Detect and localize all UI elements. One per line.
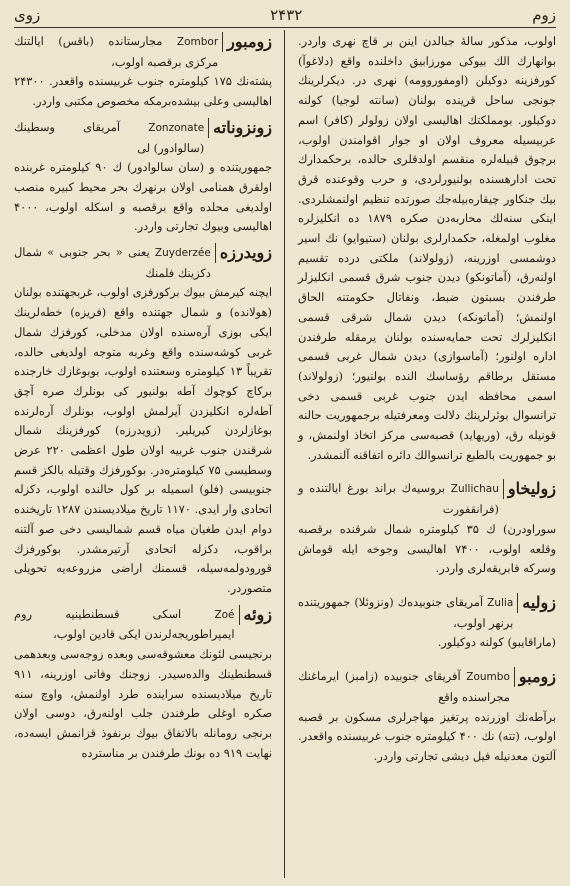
entry-headword: زومبور xyxy=(222,32,272,52)
entry-body: پشته‌نك ۱۷۵ کیلومتره جنوب غربیسنده واقعدر. ۲۴۳۰۰ اهالیسی وعلی بیشده‌برمکه مخصوص مکتبی واردر. xyxy=(14,74,272,109)
entry-head-text: بروسیه‌ك براند بورغ ایالتنده و (فرانقفورت xyxy=(298,481,499,517)
entry-body: (ماراقایبو) کولنه دوکیلور. xyxy=(437,635,556,650)
entry-headword: زومبو xyxy=(514,667,556,687)
entry-headword: زولیه xyxy=(517,593,556,613)
entry-head-text: مجارستانده (باقس) ایالتنك مرکزی برقصبه اولوب، xyxy=(14,34,219,69)
entry-zoumbo xyxy=(298,667,556,767)
entry-head-text: آمریقای وسطینك (سالوادور) لی xyxy=(14,119,205,155)
entry-zonzonate xyxy=(14,118,272,237)
entry-zuyderzee xyxy=(14,243,272,599)
entry-latin-name: Zoumbo xyxy=(466,671,510,684)
entry-latin-name: Zullichau xyxy=(450,483,499,496)
entry-body: برنجیسی لئونك معشوقه‌سی وبعده زوجه‌سی وبعدهمی قسطنطینك والده‌سیدر. زوجنك وفاتی اوزرینه، ۹۱۱ تاریخ میلادیسنده سراینده طرد اولنمش، واوچ سنه صکره اوغلی طرفندن جلب اولنه‌رق، دوسی اولان برنجی رومانله بالاتفاق بیوك برنفوذ قزانمش ایسه‌ده، نهایت ۹۱۹ ده بونك طرفندن بر مناسترده xyxy=(14,647,272,760)
entry-body: سوراودرن) ك ۳۵ کیلومتره شمال شرقنده برقصبه وقلعه اولوب، ۷۴۰۰ اهالیسی وجوخه ایله قوماش وسرکه فابریقه‌لری واردر. xyxy=(298,521,556,576)
entry-body: ایچنه کیرمش بیوك برکورفزی اولوب، غربجهتنده بولنان (هولانده) و شمال جهتنده واقع (فریزه) خطه‌لرینك ایکی بوزی آره‌سنده اولان مدخلی، کورفزك شمال غربی کوشه‌سنده واقع وغربه متوجه اولدیغی حالده، تقریباً ۱۳ کیلومتره وسعتنده اولوب، بوبوغازك خارجنده برکاچ کوچوك آطه بولنیور کی بونلرك صره آچق آطه‌لره انکلیزدن آیرلمش اولوب، بونلرك آره‌لرنده بوغازلردن کیریلیر. (زویدرزه) کورفزینك شمال شرقندن جنوب غربیه اولان طول اعظمی ۲۲۰ عرض وسطیسی ۷۵ کیلومتره‌در. بوکورفزك وقتیله بالکز قسم جنوبیسی (فلو) اسمیله بر کول حالنده اولوب، دکزله اتحادی وار ایدی. ۱۱۷۰ تاریخ میلادیسندن ۱۲۸۷ تاریخنده دوام ایدن طغیان میاه قسم شمالیسی دخی صو آلتنه براقوب، دکزله اتحادی آرتیرمشدر. بوکورفزك قورودولمه‌سیله، قسمنك اراضی مزروعه‌یه تحویلی متصوردر. xyxy=(14,285,273,595)
header-right-title: زوم xyxy=(532,6,556,24)
header-rule xyxy=(14,27,556,28)
entry-body: برآطه‌نك اوزرنده پرتغیز مهاجرلری مسکون بر قصبه اولوب، (تته) نك ۴۰۰ کیلومتره جنوب غربیسنده واقعدر. آلتون معدنیله فیل دیشی تجارتی واردر. xyxy=(298,709,557,763)
page-number: ۲۴۳۲ xyxy=(270,6,303,24)
entry-head-text: آمریقای جنوبیده‌ك (ونزوئلا) جمهوریتنده برنهر اولوب، xyxy=(298,594,514,630)
continuation-text: اولوب، مذکور سالهٔ جبالدن اینن بر قاچ نهری واردر. بوانهارك الك بیوكی مورزابیق داخلنده واقع (دلاغوآ) کورفزینه دوکیلن (اومفوروومه) نهری در. دیکرلرینك جونجی ساحل قرینده بولنان (سانته لوجیا) کولنه دوکیلور. بومملکتك اهالیسی اولان زولولر (کافر) اسم عربیسیله معروف اولان او جوار اقوامندن اولوب، برچوق قبیله‌لره منقسم اولدقلری حالده، برحکمدارك تحت ادارهسنده بولنیورلردی، و حرب وقوعنده قرق بیك جنكاور چیقاره‌بیله‌جك صورتده تنظیم اولنمشلردی. اینکی سنه‌لك محاربه‌دن صکره ۱۸۷۹ ده انکلیزلره مغلوب اولمغله، حکمدارلری بولنان (ستیوایو) نك اسیر دوشمسی اوزرینه، (زولولاند) ملکتی درده تقسیم اولنه‌رق، (آماتونکو) دیدن جنوب شرق قسمی انکلیزلر طرفندن بسبتون ضبط، ونفاتال حکومتنه الحاق اولنمش؛ (آماتونکه) دیدن شمال شرقی قسمی انکلیزلرك تحت حمایه‌سنده بولنان یرمقله طرفندن اداره اولنور؛ (آماسوازی) دیدن شمال غربی قسمی مستقل برطاقم رؤساسك النده بولنیور؛ (زولولاند) اسمی محافظه ایدن جنوب غربی قسمی دخی ترانسوال بوئرلرینك دلالت ومعرفتیله برجمهوریت حالنه قونیله رق، (وریهاید) قصبه‌سی مرکز اتخاذ اولنمش، و بو جمهوریت بالطبع ترانسوالك دائره اتفاقنه آلنمشدر. xyxy=(298,34,556,462)
entry-zulia xyxy=(298,593,556,653)
entry-latin-name: Zulia xyxy=(487,596,514,609)
entry-headword: زوئه xyxy=(239,605,272,625)
entry-headword: زولیخاو xyxy=(503,479,556,499)
entry-latin-name: Zonzonate xyxy=(148,121,205,134)
entry-latin-name: Zoé xyxy=(214,608,235,621)
entry-zullichau xyxy=(298,479,556,579)
header-left-title: زوی xyxy=(14,6,41,24)
page-header xyxy=(14,4,556,26)
entry-headword: زویدرزه xyxy=(215,243,272,263)
entry-head-text: اسکی قسطنطینیه روم ایمپراطوریجه‌لرندن ایکی قادین اولوب، xyxy=(14,606,235,642)
left-column xyxy=(14,32,272,769)
column-divider xyxy=(284,30,285,878)
entry-latin-name: Zombor xyxy=(176,36,219,48)
entry-body: جمهوریتنده و (سان سالوادور) ك ۹۰ کیلومتره غربنده اولقرق همنامی اولان برنهرك بحر محیط کبیره منصب اولدیغی محلده واقع برقصبه و اسکله اولوب، ۴۰۰۰ اهالیسی وبیوك تجارتی واردر. xyxy=(14,160,272,234)
entry-zoe xyxy=(14,605,272,764)
entry-head-text: یعنی « بحر جنوبی » شمال دکزینك فلمنك xyxy=(14,245,211,280)
entry-zombor xyxy=(14,32,272,112)
right-column xyxy=(298,32,556,773)
entry-head-text: آفریقای جنوبیده (زامبز) ایرماغنك مجراسنده واقع xyxy=(298,669,510,704)
entry-latin-name: Zuyderzée xyxy=(154,247,211,260)
entry-headword: زونزوناته xyxy=(208,118,272,138)
